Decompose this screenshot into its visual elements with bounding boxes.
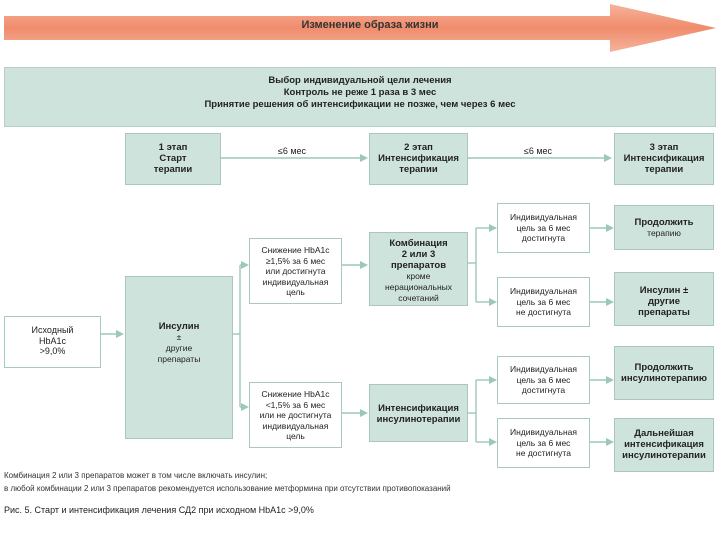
insulin-start-line-2: ± <box>176 332 182 342</box>
outcome-not-reached-a <box>497 277 590 327</box>
continue-insulin-box <box>614 346 714 400</box>
further-line-1: Дальнейшая <box>634 428 694 439</box>
outcome-not-reached-b <box>497 418 590 468</box>
condition-upper-line-2: ≥1,5% за 6 мес <box>265 255 326 266</box>
condition-upper-line-1: Снижение HbA1c <box>261 245 330 255</box>
insulin-start-line-4: препараты <box>157 354 201 364</box>
continue-insulin-line-1: Продолжить <box>634 362 694 373</box>
outcome-ra-line-3: достигнута <box>521 233 566 243</box>
outcome-rb-line-2: цель за 6 мес <box>516 374 571 385</box>
outcome-nb-line-3: не достигнута <box>516 448 571 458</box>
combination-box <box>369 232 468 306</box>
initial-hba1c-box <box>4 316 101 368</box>
lifestyle-label: Изменение образа жизни <box>301 19 439 31</box>
stage-1-line-1: 1 этап <box>158 142 188 153</box>
stage-2-line-3: терапии <box>399 164 438 175</box>
combination-line-4: кроме <box>406 271 431 281</box>
outcome-reached-a <box>497 203 590 253</box>
stage-3-line-1: 3 этап <box>649 142 679 153</box>
condition-lower-line-2: <1,5% за 6 мес <box>265 399 326 410</box>
outcome-rb-line-1: Индивидуальная <box>509 364 578 374</box>
goal-line-2: Контроль не реже 1 раза в 3 мес <box>283 87 437 98</box>
continue-insulin-line-2: инсулинотерапию <box>621 373 707 384</box>
insulin-other-line-3: препараты <box>638 307 690 318</box>
insulin-other-line-2: другие <box>647 296 681 307</box>
continue-therapy-line-2: терапию <box>647 228 681 238</box>
stage-2-line-1: 2 этап <box>404 142 433 153</box>
combination-line-2: 2 или 3 <box>401 249 436 260</box>
outcome-na-line-1: Индивидуальная <box>509 286 578 296</box>
condition-lower-box <box>249 382 342 448</box>
outcome-nb-line-2: цель за 6 мес <box>516 437 571 448</box>
insulin-intensification-box <box>369 384 468 442</box>
stage-1-line-3: терапии <box>153 164 193 175</box>
condition-upper-box <box>249 238 342 304</box>
outcome-na-line-2: цель за 6 мес <box>516 296 571 307</box>
stage-3-box <box>614 133 714 185</box>
stage-2-box <box>369 133 468 185</box>
stage-2-line-2: Интенсификация <box>378 153 459 164</box>
combination-line-3: препаратов <box>390 260 447 271</box>
combination-line-5: нерациональных <box>384 282 453 292</box>
condition-lower-line-3: или не достигнута <box>259 410 332 420</box>
condition-upper-line-5: цель <box>286 287 305 297</box>
condition-lower-line-5: цель <box>286 431 305 441</box>
insulin-other-box <box>614 272 714 326</box>
continue-therapy-line-1: Продолжить <box>634 217 694 228</box>
goal-line-1: Выбор индивидуальной цели лечения <box>268 75 452 86</box>
stage-1-box <box>125 133 221 185</box>
goal-line-3: Принятие решения об интенсификации не позже, чем через 6 мес <box>204 99 516 110</box>
outcome-ra-line-1: Индивидуальная <box>509 212 578 222</box>
outcome-nb-line-1: Индивидуальная <box>509 427 578 437</box>
interval-1-label: ≤6 мес <box>277 146 307 156</box>
further-line-3: инсулинотерапии <box>622 450 706 461</box>
further-line-2: интенсификация <box>624 439 704 450</box>
condition-upper-line-3: или достигнута <box>265 266 326 276</box>
insulin-start-box <box>125 276 233 439</box>
stage-1-line-2: Старт <box>159 153 187 164</box>
initial-line-2: HbA1c <box>38 335 66 346</box>
further-intensification-box <box>614 418 714 472</box>
outcome-ra-line-2: цель за 6 мес <box>516 222 571 233</box>
intensification-line-1: Интенсификация <box>378 403 459 414</box>
stage-3-line-3: терапии <box>644 164 684 175</box>
outcome-na-line-3: не достигнута <box>516 307 571 317</box>
footnote-2: в любой комбинации 2 или 3 препаратов рекомендуется использование метформина при отсутствии противопоказаний <box>4 484 451 493</box>
interval-2-label: ≤6 мес <box>523 146 553 156</box>
condition-upper-line-4: индивидуальная <box>262 276 329 287</box>
insulin-start-line-1: Инсулин <box>158 321 200 332</box>
footnote-1: Комбинация 2 или 3 препаратов может в том числе включать инсулин; <box>4 471 268 480</box>
condition-lower-line-1: Снижение HbA1c <box>261 389 330 399</box>
initial-line-1: Исходный <box>31 325 74 335</box>
insulin-other-line-1: Инсулин ± <box>639 285 689 296</box>
stage-3-line-2: Интенсификация <box>623 153 705 164</box>
continue-therapy-box <box>614 205 714 250</box>
combination-line-1: Комбинация <box>389 238 448 249</box>
outcome-reached-b <box>497 356 590 404</box>
outcome-rb-line-3: достигнута <box>521 385 566 395</box>
combination-line-6: сочетаний <box>398 293 439 303</box>
initial-line-3: >9,0% <box>39 346 66 356</box>
condition-lower-line-4: индивидуальная <box>262 420 329 431</box>
intensification-line-2: инсулинотерапии <box>376 414 461 425</box>
figure-caption: Рис. 5. Старт и интенсификация лечения СД2 при исходном HbA1c >9,0% <box>4 505 314 515</box>
insulin-start-line-3: другие <box>165 343 193 353</box>
